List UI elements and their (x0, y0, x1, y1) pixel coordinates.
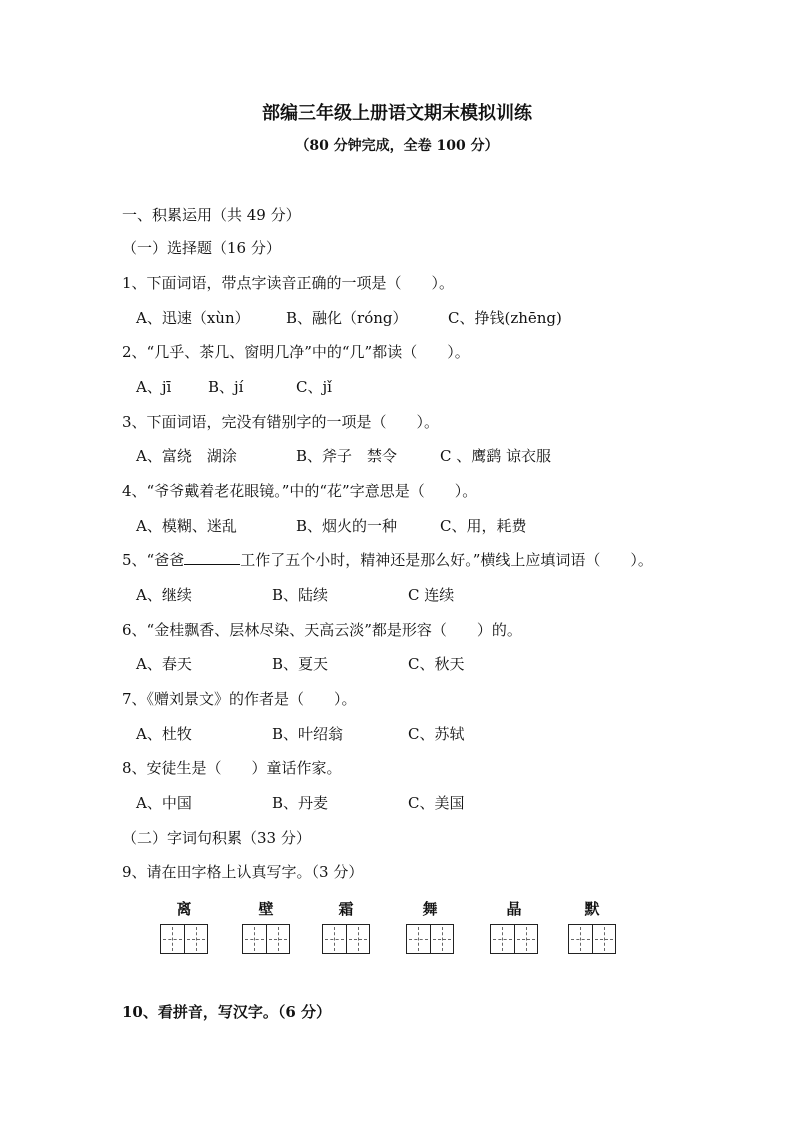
page-title: 部编三年级上册语文期末模拟训练 (262, 103, 532, 124)
tianzige-box[interactable] (568, 924, 616, 954)
practice-char: 霜 (338, 900, 354, 918)
part-heading: （一）选择题（16 分） (122, 239, 281, 257)
option: C、秋天 (408, 655, 465, 673)
option: B、夏天 (272, 655, 329, 673)
practice-char: 离 (176, 900, 192, 918)
option: C、用，耗费 (440, 517, 527, 535)
option: B、jí (208, 378, 244, 396)
tianzige-box[interactable] (406, 924, 454, 954)
question-5-text-after: 工作了五个小时，精神还是那么好。”横线上应填词语（ ）。 (240, 551, 653, 569)
question-7: 7、《赠刘景文》的作者是（ ）。 (122, 690, 357, 708)
tianzige-box[interactable] (160, 924, 208, 954)
option: A、继续 (136, 586, 192, 604)
option: A、jī (136, 378, 172, 396)
option: C、美国 (408, 794, 465, 812)
question-4: 4、“爷爷戴着老花眼镜。”中的“花”字意思是（ ）。 (122, 482, 478, 500)
option: C、jǐ (296, 378, 332, 396)
question-8: 8、安徒生是（ ）童话作家。 (122, 759, 342, 777)
option: A、模糊、迷乱 (136, 517, 237, 535)
question-5-text-before: 5、“爸爸 (122, 551, 185, 569)
option: A、迅速（xùn） (136, 309, 250, 327)
practice-char: 舞 (422, 900, 438, 918)
option: B、融化（róng） (286, 309, 408, 327)
question-10: 10、看拼音，写汉字。（6 分） (122, 1003, 332, 1021)
option: A、杜牧 (136, 725, 192, 743)
question-2: 2、“几乎、茶几、窗明几净”中的“几”都读（ ）。 (122, 343, 470, 361)
section-heading: 一、积累运用（共 49 分） (122, 206, 301, 224)
question-1: 1、下面词语，带点字读音正确的一项是（ ）。 (122, 274, 455, 292)
question-5 (122, 550, 653, 570)
part-heading: （二）字词句积累（33 分） (122, 829, 311, 847)
option: B、叶绍翁 (272, 725, 344, 743)
question-9: 9、请在田字格上认真写字。（3 分） (122, 863, 364, 881)
question-3: 3、下面词语，完没有错别字的一项是（ ）。 (122, 413, 440, 431)
question-6: 6、“金桂飘香、层林尽染、天高云淡”都是形容（ ）的。 (122, 621, 522, 639)
option: B、斧子 禁令 (296, 447, 398, 465)
tianzige-box[interactable] (490, 924, 538, 954)
option: C、苏轼 (408, 725, 465, 743)
option: C 、鹰鹞 谅衣服 (440, 447, 552, 465)
practice-char: 默 (584, 900, 600, 918)
option: A、春天 (136, 655, 192, 673)
tianzige-box[interactable] (242, 924, 290, 954)
option: A、中国 (136, 794, 192, 812)
practice-char: 壁 (258, 900, 274, 918)
option: C 连续 (408, 586, 455, 604)
page-subtitle: （80 分钟完成，全卷 100 分） (295, 138, 499, 154)
option: A、富绕 湖涂 (136, 447, 237, 465)
option: C、挣钱(zhēng) (448, 309, 562, 327)
option: B、丹麦 (272, 794, 329, 812)
fill-in-blank[interactable] (184, 550, 240, 565)
option: B、陆续 (272, 586, 329, 604)
practice-char: 晶 (506, 900, 522, 918)
option: B、烟火的一种 (296, 517, 398, 535)
tianzige-box[interactable] (322, 924, 370, 954)
